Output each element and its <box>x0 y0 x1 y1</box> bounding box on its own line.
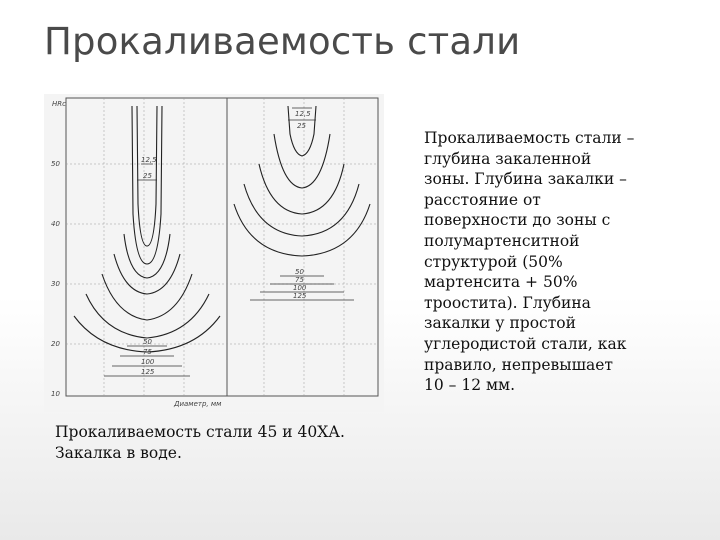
left-diameter-label: 100 <box>141 358 155 366</box>
figure-caption: Прокаливаемость стали 45 и 40ХА. Закалка в воде. <box>55 423 345 462</box>
hardenability-chart-image <box>44 94 384 412</box>
left-diameter-label: 50 <box>143 338 152 346</box>
left-diameter-label: 12,5 <box>141 156 157 164</box>
y-axis-label: HRc <box>52 100 66 108</box>
right-diameter-label: 50 <box>295 268 304 276</box>
y-tick-label: 20 <box>51 340 60 348</box>
right-diameter-label: 25 <box>297 122 306 130</box>
y-tick-label: 30 <box>51 280 60 288</box>
left-panel-curves <box>74 106 220 352</box>
x-axis-label: Диаметр, мм <box>174 400 222 408</box>
y-tick-label: 10 <box>51 390 60 398</box>
left-diameter-label: 125 <box>141 368 155 376</box>
hardenability-figure <box>44 94 384 412</box>
right-diameter-label: 100 <box>293 284 307 292</box>
left-diameter-label: 75 <box>143 348 152 356</box>
left-diameter-label: 25 <box>143 172 152 180</box>
right-diameter-label: 12,5 <box>295 110 311 118</box>
right-diameter-label: 75 <box>295 276 304 284</box>
definition-text: Прокаливаемость стали – глубина закаленной зоны. Глубина закалки – расстояние от поверхности до зоны с полумартенситной структурой (50% мартенсита + 50% троостита). Глубина закалки у простой углеродистой стали, как правило, непревышает 10 – 12 мм. <box>424 129 635 395</box>
slide-title: Прокаливаемость стали <box>44 20 521 63</box>
y-tick-label: 50 <box>51 160 60 168</box>
right-diameter-label: 125 <box>293 292 307 300</box>
y-tick-label: 40 <box>51 220 60 228</box>
